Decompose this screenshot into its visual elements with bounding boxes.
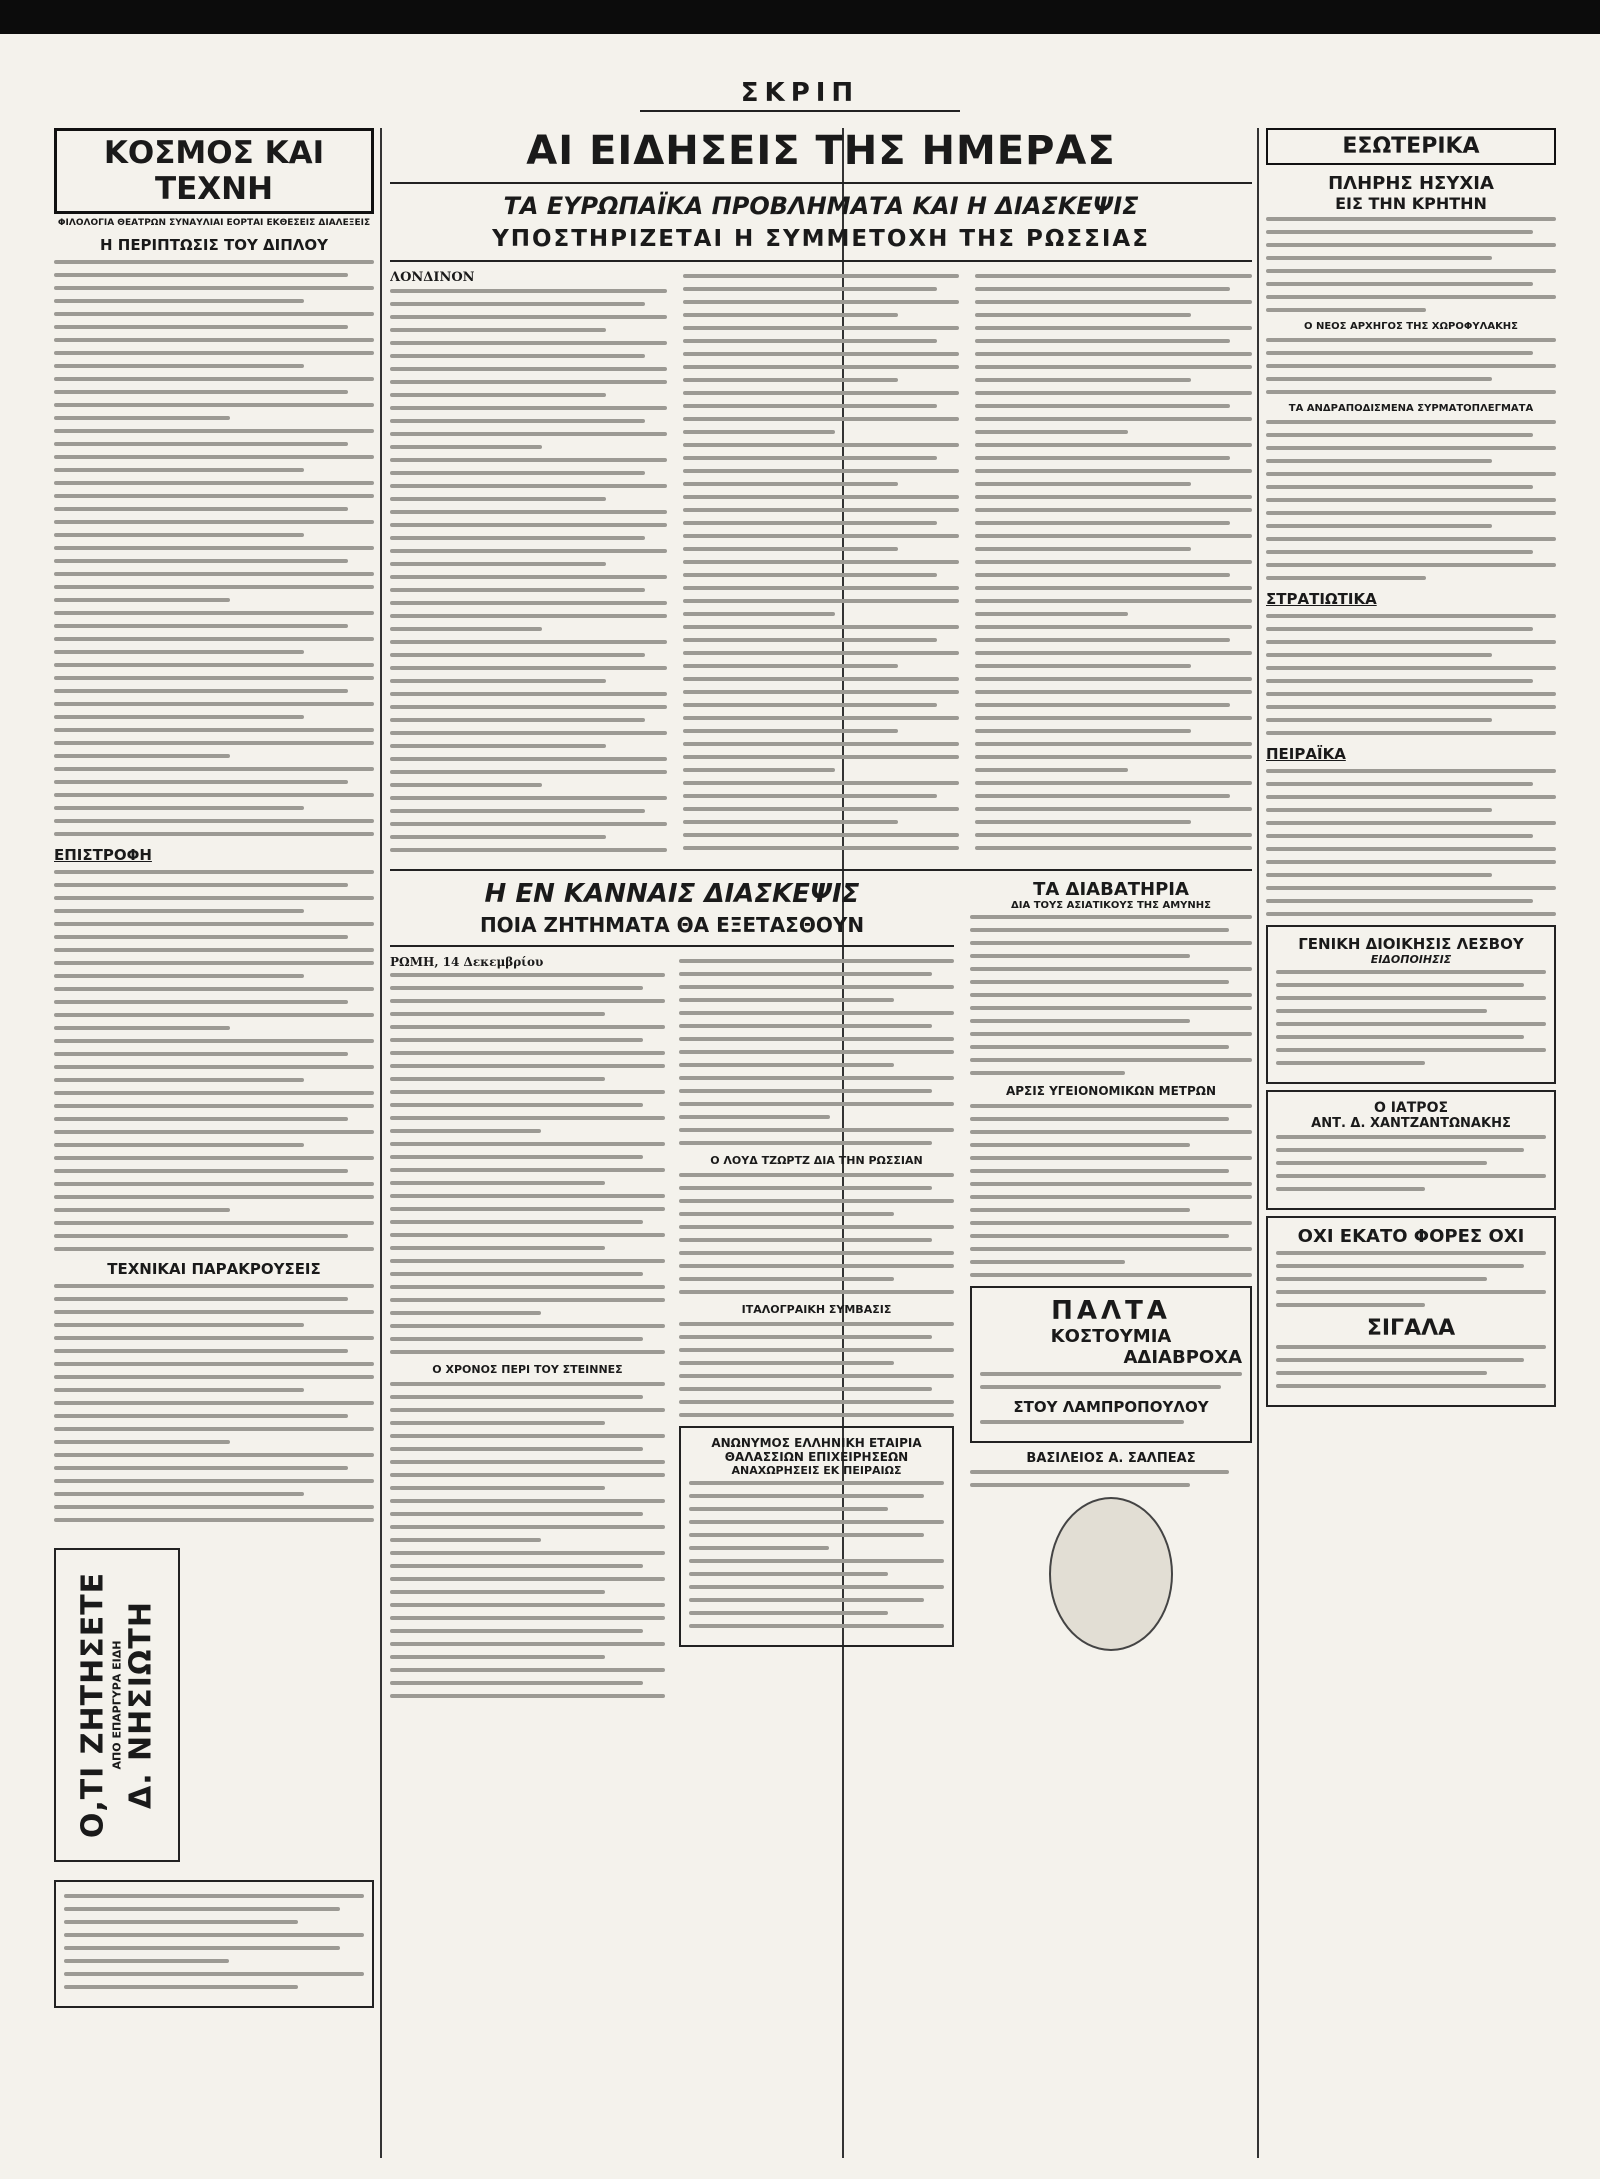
headline-calm: ΠΛΗΡΗΣ ΗΣΥΧΙΑ [1328, 173, 1494, 194]
cannes-col-1 [390, 955, 665, 1707]
center-section [390, 128, 1252, 2158]
small-head-stinnes: Ο ΧΡΟΝΟΣ ΠΕΡΙ ΤΟΥ ΣΤΕΙΝΝΕΣ [432, 1363, 623, 1376]
masthead [640, 80, 960, 112]
vertical-ad-line2: ΑΠΟ ΕΠΑΡΓΥΡΑ ΕΙΔΗ [110, 1640, 124, 1770]
oxi-ad-line2: ΣΙΓΑΛΑ [1366, 1316, 1456, 1341]
oxi-ad-line1: ΟΧΙ ΕΚΑΤΟ ΦΟΡΕΣ ΟΧΙ [1297, 1226, 1525, 1247]
palta-ad [970, 1286, 1252, 1443]
vertical-ad-line3: Δ. ΝΗΣΙΩΤΗ [123, 1600, 159, 1810]
divider [390, 945, 954, 947]
divider [390, 869, 1252, 871]
section-stratiotika: ΣΤΡΑΤΙΩΤΙΚΑ [1266, 590, 1377, 608]
dateline-rome: ΡΩΜΗ, 14 Δεκεμβρίου [390, 955, 544, 969]
sanitary-measures-head: ΑΡΣΙΣ ΥΓΕΙΟΝΟΜΙΚΩΝ ΜΕΤΡΩΝ [1005, 1084, 1217, 1098]
vertical-ad-text [76, 1572, 159, 1838]
shipping-ad-line2: ΘΑΛΑΣΣΙΩΝ ΕΠΙΧΕΙΡΗΣΕΩΝ [724, 1450, 909, 1464]
divider [390, 260, 1252, 262]
head-gendarmerie: Ο ΝΕΟΣ ΑΡΧΗΓΟΣ ΤΗΣ ΧΩΡΟΦΥΛΑΚΗΣ [1303, 321, 1519, 332]
palta-ad-line2: ΚΟΣΤΟΥΜΙΑ [1050, 1326, 1172, 1347]
passports-sub: ΔΙΑ ΤΟΥΣ ΑΣΙΑΤΙΚΟΥΣ ΤΗΣ ΑΜΥΝΗΣ [1011, 900, 1211, 911]
passports-title: ΤΑ ΔΙΑΒΑΤΗΡΙΑ [1033, 879, 1189, 900]
cannes-col-2 [679, 955, 954, 1707]
shipping-ad-line3: ΑΝΑΧΩΡΗΣΕΙΣ ΕΚ ΠΕΙΡΑΙΩΣ [731, 1464, 902, 1477]
small-head-lloyd-george: Ο ΛΟΥΔ ΤΖΩΡΤΖ ΔΙΑ ΤΗΝ ΡΩΣΣΙΑΝ [710, 1154, 923, 1167]
vertical-ad-line1: Ο,ΤΙ ΖΗΤΗΣΕΤΕ [75, 1571, 111, 1839]
news-header: ΑΙ ΕΙΔΗΣΕΙΣ ΤΗΣ ΗΜΕΡΑΣ [526, 128, 1116, 174]
headline-crete: ΕΙΣ ΤΗΝ ΚΡΗΤΗΝ [1335, 194, 1487, 213]
news-columns [390, 270, 1252, 861]
doctor-title: Ο ΙΑΤΡΟΣ [1373, 1100, 1449, 1116]
article-body [54, 260, 374, 836]
doctor-name: ΑΝΤ. Δ. ΧΑΝΤΖΑΝΤΩΝΑΚΗΣ [1311, 1116, 1511, 1131]
section-epistrofi: ΕΠΙΣΤΡΟΦΗ [54, 846, 152, 864]
lesvos-title: ΓΕΝΙΚΗ ΔΙΟΙΚΗΣΙΣ ΛΕΣΒΟΥ [1298, 935, 1524, 953]
masthead-title: ΣΚΡΙΠ [740, 78, 860, 108]
cannes-story [390, 879, 954, 1707]
divider [390, 182, 1252, 184]
shipping-ad-line1: ΑΝΩΝΥΜΟΣ ΕΛΛΗΝΙΚΗ ΕΤΑΙΡΙΑ [711, 1436, 922, 1450]
head-wire: ΤΑ ΑΝΔΡΑΠΟΔΙΣΜΕΝΑ ΣΥΡΜΑΤΟΠΛΕΓΜΑΤΑ [1288, 403, 1534, 414]
article-title-diplou: Η ΠΕΡΙΠΤΩΣΙΣ ΤΟΥ ΔΙΠΛΟΥ [99, 236, 329, 254]
section-peiraika: ΠΕΙΡΑΪΚΑ [1266, 745, 1346, 763]
salpeas-ad: ΒΑΣΙΛΕΙΟΣ Α. ΣΑΛΠΕΑΣ [1026, 1451, 1196, 1466]
small-head-italo-greek: ΙΤΑΛΟΓΡΑΙΚΗ ΣΥΜΒΑΣΙΣ [741, 1303, 892, 1316]
top-dark-band [0, 0, 1600, 34]
oxi-ad [1266, 1216, 1556, 1407]
column-rule [1257, 128, 1259, 2158]
shipping-ad [679, 1426, 954, 1647]
left-bottom-ad [54, 1880, 374, 2060]
passports-column [970, 879, 1252, 1707]
section-header-esoterika: ΕΣΩΤΕΡΙΚΑ [1266, 128, 1556, 165]
masthead-rule [640, 110, 960, 112]
article-body [54, 1284, 374, 1528]
lesvos-box [1266, 925, 1556, 1084]
palta-ad-line3: ΑΔΙΑΒΡΟΧΑ [1123, 1347, 1242, 1368]
article-body [54, 870, 374, 1251]
cannes-columns [390, 955, 954, 1707]
column-rule [380, 128, 382, 2158]
cannes-subtitle: ΠΟΙΑ ΖΗΤΗΜΑΤΑ ΘΑ ΕΞΕΤΑΣΘΟΥΝ [479, 913, 865, 937]
section-texnikai: ΤΕΧΝΙΚΑΙ ΠΑΡΑΚΡΟΥΣΕΙΣ [107, 1260, 321, 1278]
subhead-russia: ΥΠΟΣΤΗΡΙΖΕΤΑΙ Η ΣΥΜΜΕΤΟΧΗ ΤΗΣ ΡΩΣΣΙΑΣ [492, 226, 1150, 252]
left-column [54, 128, 374, 1528]
dateline-london: ΛΟΝΔΙΝΟΝ [390, 270, 475, 285]
news-col-2 [683, 270, 960, 861]
news-col-3 [975, 270, 1252, 861]
right-column [1266, 128, 1556, 2158]
cannes-title: Η ΕΝ ΚΑΝΝΑΙΣ ΔΙΑΣΚΕΨΙΣ [484, 879, 860, 909]
section-header-kosmos: ΚΟΣΜΟΣ ΚΑΙ ΤΕΧΝΗ [54, 128, 374, 214]
woman-illustration [1049, 1497, 1173, 1651]
news-col-1 [390, 270, 667, 861]
headline-european: ΤΑ ΕΥΡΩΠΑΪΚΑ ΠΡΟΒΛΗΜΑΤΑ ΚΑΙ Η ΔΙΑΣΚΕΨΙΣ [503, 192, 1139, 220]
palta-ad-line1: ΠΑΛΤΑ [1051, 1296, 1171, 1326]
lower-center [390, 879, 1252, 1707]
doctor-ad [1266, 1090, 1556, 1210]
section-subheader: ΦΙΛΟΛΟΓΙΑ ΘΕΑΤΡΩΝ ΣΥΝΑΥΛΙΑΙ ΕΟΡΤΑΙ ΕΚΘΕΣΕΙΣ ΔΙΑΛΕΞΕΙΣ [57, 218, 371, 228]
palta-ad-line4: ΣΤΟΥ ΛΑΜΠΡΟΠΟΥΛΟΥ [1013, 1398, 1209, 1416]
lesvos-sub: ΕΙΔΟΠΟΙΗΣΙΣ [1370, 953, 1452, 966]
vertical-advertisement [54, 1548, 180, 1862]
